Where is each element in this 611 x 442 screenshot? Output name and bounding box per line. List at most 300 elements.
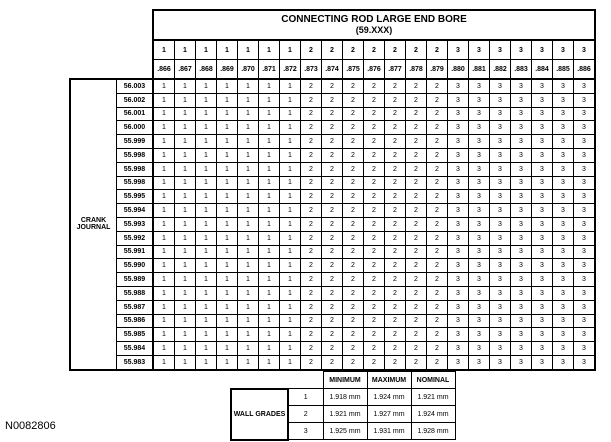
- bore-size-header: .881: [469, 60, 490, 80]
- journal-size: 56.000: [117, 121, 154, 135]
- bore-grade-header: 3: [574, 40, 596, 60]
- grade-cell: 1: [259, 190, 280, 204]
- grade-cell: 1: [175, 204, 196, 218]
- grade-cell: 1: [196, 245, 217, 259]
- grade-cell: 3: [574, 273, 596, 287]
- grade-cell: 3: [469, 148, 490, 162]
- grade-cell: 3: [490, 176, 511, 190]
- grade-cell: 1: [217, 190, 238, 204]
- grade-cell: 2: [385, 148, 406, 162]
- grade-cell: 3: [553, 231, 574, 245]
- grade-cell: 2: [301, 300, 322, 314]
- grade-cell: 2: [343, 273, 364, 287]
- grade-cell: 3: [490, 93, 511, 107]
- grade-cell: 1: [238, 231, 259, 245]
- grade-cell: 1: [196, 231, 217, 245]
- grade-cell: 2: [322, 342, 343, 356]
- grade-cell: 3: [574, 148, 596, 162]
- bore-size-header: .870: [238, 60, 259, 80]
- grade-cell: 3: [469, 79, 490, 93]
- grade-cell: 1: [153, 107, 175, 121]
- table-row: [70, 286, 595, 300]
- grade-cell: 1: [196, 162, 217, 176]
- grade-cell: 1: [238, 190, 259, 204]
- maximum-value: 1.931 mm: [367, 423, 411, 440]
- grade-cell: 2: [385, 121, 406, 135]
- blank-corner: [70, 60, 153, 80]
- grade-cell: 2: [343, 135, 364, 149]
- grade-cell: 2: [322, 314, 343, 328]
- grade-cell: 2: [427, 79, 448, 93]
- grade-cell: 2: [385, 314, 406, 328]
- grade-cell: 1: [238, 245, 259, 259]
- grade-cell: 3: [469, 328, 490, 342]
- bore-grade-header: 3: [553, 40, 574, 60]
- grade-cell: 1: [175, 342, 196, 356]
- grade-cell: 2: [364, 245, 385, 259]
- grade-cell: 3: [553, 314, 574, 328]
- blank-corner: [70, 40, 153, 60]
- grade-cell: 1: [196, 176, 217, 190]
- grade-cell: 3: [553, 93, 574, 107]
- grade-cell: 3: [532, 121, 553, 135]
- grade-cell: 2: [364, 314, 385, 328]
- grade-cell: 2: [301, 342, 322, 356]
- bore-grade-header: 3: [532, 40, 553, 60]
- grade-cell: 1: [259, 135, 280, 149]
- grade-cell: 1: [217, 79, 238, 93]
- grade-cell: 1: [153, 328, 175, 342]
- grade-cell: 2: [385, 231, 406, 245]
- grade-cell: 3: [469, 135, 490, 149]
- grade-cell: 1: [217, 355, 238, 369]
- grade-cell: 3: [574, 190, 596, 204]
- grade-cell: 1: [153, 135, 175, 149]
- grade-cell: 3: [574, 286, 596, 300]
- journal-size: 55.983: [117, 355, 154, 369]
- grade-cell: 3: [490, 217, 511, 231]
- grade-cell: 1: [238, 355, 259, 369]
- grade-cell: 2: [322, 148, 343, 162]
- grade-cell: 2: [364, 79, 385, 93]
- bore-grade-header: 2: [343, 40, 364, 60]
- grade-cell: 1: [196, 217, 217, 231]
- grade-cell: 1: [175, 286, 196, 300]
- grade-cell: 2: [343, 204, 364, 218]
- grade-cell: 1: [153, 231, 175, 245]
- grade-cell: 2: [301, 259, 322, 273]
- grade-cell: 1: [217, 231, 238, 245]
- grade-cell: 2: [322, 135, 343, 149]
- grade-cell: 3: [532, 204, 553, 218]
- grade-cell: 3: [448, 190, 469, 204]
- grade-cell: 2: [406, 148, 427, 162]
- grade-cell: 1: [196, 121, 217, 135]
- grade-cell: 3: [469, 162, 490, 176]
- grade-cell: 3: [469, 107, 490, 121]
- bore-size-header: .871: [259, 60, 280, 80]
- blank-corner: [231, 372, 323, 389]
- bore-size-header: .873: [301, 60, 322, 80]
- bore-grade-header: 3: [448, 40, 469, 60]
- grade-cell: 2: [385, 93, 406, 107]
- grade-cell: 1: [153, 204, 175, 218]
- grade-cell: 2: [301, 148, 322, 162]
- bore-size-header: .876: [364, 60, 385, 80]
- grade-cell: 2: [343, 79, 364, 93]
- grade-cell: 1: [153, 286, 175, 300]
- grade-cell: 1: [238, 204, 259, 218]
- grade-cell: 3: [490, 190, 511, 204]
- grade-cell: 1: [153, 259, 175, 273]
- grade-cell: 1: [259, 121, 280, 135]
- grade-cell: 1: [280, 217, 301, 231]
- bore-grade-header: 2: [322, 40, 343, 60]
- journal-size: 55.998: [117, 162, 154, 176]
- grade-cell: 3: [532, 355, 553, 369]
- grade-cell: 3: [574, 245, 596, 259]
- grade-cell: 3: [490, 314, 511, 328]
- grade-cell: 1: [196, 259, 217, 273]
- bore-grade-header: 2: [427, 40, 448, 60]
- bore-grade-header: 2: [364, 40, 385, 60]
- grade-cell: 3: [490, 342, 511, 356]
- grade-cell: 3: [574, 328, 596, 342]
- grade-cell: 1: [175, 328, 196, 342]
- grade-cell: 2: [406, 162, 427, 176]
- grade-cell: 3: [532, 107, 553, 121]
- grade-cell: 2: [322, 107, 343, 121]
- grade-cell: 3: [448, 342, 469, 356]
- grade-cell: 1: [217, 135, 238, 149]
- table-row: [70, 148, 595, 162]
- grade-cell: 1: [259, 300, 280, 314]
- grade-cell: 3: [448, 328, 469, 342]
- grade-cell: 1: [153, 162, 175, 176]
- grade-cell: 1: [280, 162, 301, 176]
- grade-cell: 1: [153, 148, 175, 162]
- grade-cell: 3: [469, 300, 490, 314]
- journal-size: 55.991: [117, 245, 154, 259]
- bore-size-header: .885: [553, 60, 574, 80]
- grade-cell: 2: [385, 176, 406, 190]
- grade-cell: 3: [553, 245, 574, 259]
- table-row: [70, 107, 595, 121]
- grade-cell: 3: [574, 204, 596, 218]
- table-row: [70, 93, 595, 107]
- grade-number: 3: [288, 423, 323, 440]
- grade-cell: 3: [553, 300, 574, 314]
- grade-cell: 2: [322, 231, 343, 245]
- grade-cell: 3: [511, 121, 532, 135]
- grade-cell: 2: [301, 176, 322, 190]
- grade-cell: 2: [406, 204, 427, 218]
- grade-cell: 2: [343, 190, 364, 204]
- grade-cell: 1: [175, 355, 196, 369]
- grade-cell: 1: [153, 121, 175, 135]
- grade-cell: 1: [175, 79, 196, 93]
- grade-cell: 1: [196, 135, 217, 149]
- table-row: [70, 190, 595, 204]
- grade-cell: 3: [448, 259, 469, 273]
- grade-cell: 2: [406, 79, 427, 93]
- grade-cell: 3: [511, 245, 532, 259]
- grade-cell: 2: [343, 107, 364, 121]
- grade-cell: 2: [301, 273, 322, 287]
- grade-cell: 1: [280, 148, 301, 162]
- grade-cell: 1: [153, 342, 175, 356]
- grade-number: 2: [288, 406, 323, 423]
- grade-cell: 3: [490, 231, 511, 245]
- grade-cell: 2: [385, 273, 406, 287]
- grade-cell: 1: [153, 314, 175, 328]
- grade-cell: 3: [532, 314, 553, 328]
- grade-cell: 2: [427, 121, 448, 135]
- minimum-value: 1.921 mm: [323, 406, 367, 423]
- grade-cell: 2: [427, 162, 448, 176]
- grade-cell: 3: [511, 314, 532, 328]
- grade-cell: 2: [427, 273, 448, 287]
- grade-cell: 3: [511, 107, 532, 121]
- grade-cell: 3: [532, 135, 553, 149]
- bearing-grade-table: [69, 9, 596, 371]
- grade-cell: 1: [217, 300, 238, 314]
- grade-cell: 2: [343, 300, 364, 314]
- grade-cell: 3: [448, 273, 469, 287]
- bore-size-header: .879: [427, 60, 448, 80]
- journal-size: 55.994: [117, 204, 154, 218]
- grade-cell: 1: [259, 342, 280, 356]
- grade-cell: 2: [364, 328, 385, 342]
- grade-cell: 3: [448, 121, 469, 135]
- grade-cell: 2: [301, 162, 322, 176]
- grade-cell: 1: [280, 328, 301, 342]
- grade-cell: 1: [217, 328, 238, 342]
- grade-cell: 1: [238, 259, 259, 273]
- grade-cell: 2: [406, 231, 427, 245]
- grade-cell: 2: [427, 328, 448, 342]
- grade-cell: 1: [259, 79, 280, 93]
- grade-cell: 3: [469, 217, 490, 231]
- bore-grade-header: 3: [511, 40, 532, 60]
- grade-cell: 1: [259, 217, 280, 231]
- grade-cell: 1: [217, 217, 238, 231]
- grade-cell: 2: [343, 259, 364, 273]
- grade-cell: 1: [217, 259, 238, 273]
- grade-cell: 1: [280, 314, 301, 328]
- grade-cell: 2: [364, 286, 385, 300]
- grade-cell: 2: [343, 176, 364, 190]
- grade-cell: 1: [196, 204, 217, 218]
- grade-cell: 2: [406, 93, 427, 107]
- grade-cell: 2: [406, 286, 427, 300]
- grade-cell: 1: [238, 176, 259, 190]
- grade-cell: 2: [427, 300, 448, 314]
- grade-cell: 3: [574, 107, 596, 121]
- grade-cell: 3: [511, 176, 532, 190]
- grade-cell: 3: [469, 204, 490, 218]
- grade-cell: 3: [574, 217, 596, 231]
- grade-cell: 3: [553, 190, 574, 204]
- journal-size: 55.999: [117, 135, 154, 149]
- grade-cell: 3: [469, 286, 490, 300]
- grade-cell: 1: [280, 286, 301, 300]
- grade-cell: 1: [238, 121, 259, 135]
- table-row: [70, 79, 595, 93]
- maximum-header: MAXIMUM: [367, 372, 411, 389]
- grade-cell: 2: [343, 328, 364, 342]
- grade-cell: 1: [280, 79, 301, 93]
- grade-cell: 2: [427, 231, 448, 245]
- grade-cell: 3: [553, 328, 574, 342]
- bore-grade-header: 3: [469, 40, 490, 60]
- grade-cell: 3: [553, 135, 574, 149]
- journal-size: 55.987: [117, 300, 154, 314]
- grade-cell: 2: [322, 79, 343, 93]
- grade-cell: 3: [511, 328, 532, 342]
- journal-size: 55.990: [117, 259, 154, 273]
- grade-cell: 2: [364, 300, 385, 314]
- grade-cell: 2: [322, 245, 343, 259]
- grade-cell: 3: [511, 355, 532, 369]
- bore-size-header: .877: [385, 60, 406, 80]
- grade-cell: 2: [322, 217, 343, 231]
- grade-cell: 3: [448, 79, 469, 93]
- grade-cell: 3: [574, 342, 596, 356]
- grade-cell: 2: [406, 121, 427, 135]
- grade-cell: 1: [238, 93, 259, 107]
- grade-cell: 2: [427, 190, 448, 204]
- grade-cell: 3: [511, 204, 532, 218]
- grade-cell: 2: [343, 162, 364, 176]
- grade-cell: 2: [343, 314, 364, 328]
- grade-cell: 2: [322, 286, 343, 300]
- grade-cell: 2: [322, 273, 343, 287]
- grade-cell: 1: [153, 273, 175, 287]
- bore-size-header: .875: [343, 60, 364, 80]
- grade-cell: 3: [469, 245, 490, 259]
- bore-grade-header: 1: [238, 40, 259, 60]
- grade-cell: 3: [469, 231, 490, 245]
- grade-cell: 2: [364, 231, 385, 245]
- grade-cell: 3: [511, 342, 532, 356]
- grade-cell: 3: [553, 148, 574, 162]
- grade-cell: 2: [343, 286, 364, 300]
- grade-cell: 1: [153, 245, 175, 259]
- grade-cell: 1: [238, 314, 259, 328]
- grade-cell: 2: [343, 217, 364, 231]
- grade-cell: 3: [469, 355, 490, 369]
- grade-cell: 2: [322, 190, 343, 204]
- grade-cell: 3: [532, 148, 553, 162]
- grade-cell: 3: [490, 135, 511, 149]
- grade-cell: 2: [385, 217, 406, 231]
- grade-cell: 3: [448, 300, 469, 314]
- grade-cell: 2: [406, 328, 427, 342]
- grade-cell: 2: [301, 121, 322, 135]
- grade-cell: 2: [322, 162, 343, 176]
- bore-grade-header: 1: [259, 40, 280, 60]
- grade-cell: 3: [469, 259, 490, 273]
- grade-cell: 3: [448, 93, 469, 107]
- grade-cell: 3: [448, 231, 469, 245]
- grade-cell: 2: [364, 148, 385, 162]
- grade-cell: 3: [574, 121, 596, 135]
- grade-cell: 1: [280, 273, 301, 287]
- bore-grade-header: 2: [385, 40, 406, 60]
- grade-cell: 2: [343, 231, 364, 245]
- grade-cell: 2: [406, 259, 427, 273]
- grade-cell: 3: [532, 190, 553, 204]
- grade-cell: 2: [322, 204, 343, 218]
- bore-grade-header: 3: [490, 40, 511, 60]
- grade-cell: 3: [532, 342, 553, 356]
- grade-cell: 3: [532, 162, 553, 176]
- grade-cell: 3: [511, 79, 532, 93]
- grade-cell: 3: [511, 148, 532, 162]
- grade-cell: 2: [343, 342, 364, 356]
- grade-cell: 1: [280, 245, 301, 259]
- grade-cell: 2: [406, 342, 427, 356]
- grade-cell: 3: [448, 204, 469, 218]
- grade-cell: 3: [448, 314, 469, 328]
- grade-cell: 3: [574, 79, 596, 93]
- table-title: [153, 10, 595, 40]
- grade-cell: 2: [385, 204, 406, 218]
- grade-cell: 2: [427, 204, 448, 218]
- bore-size-header: .886: [574, 60, 596, 80]
- grade-cell: 2: [301, 217, 322, 231]
- table-row: [70, 135, 595, 149]
- grade-cell: 1: [153, 190, 175, 204]
- table-row: [70, 217, 595, 231]
- grade-cell: 1: [238, 273, 259, 287]
- grade-cell: 2: [301, 286, 322, 300]
- grade-cell: 1: [238, 300, 259, 314]
- grade-cell: 2: [301, 231, 322, 245]
- grade-cell: 2: [301, 79, 322, 93]
- grade-cell: 1: [259, 204, 280, 218]
- grade-cell: 3: [553, 217, 574, 231]
- table-row: [70, 162, 595, 176]
- grade-cell: 1: [175, 162, 196, 176]
- table-row: [70, 328, 595, 342]
- bore-grade-header: 2: [406, 40, 427, 60]
- table-title-text: CONNECTING ROD LARGE END BORE: [281, 14, 467, 25]
- journal-size: 55.998: [117, 148, 154, 162]
- table-row: [70, 231, 595, 245]
- table-row: [70, 314, 595, 328]
- grade-cell: 2: [406, 135, 427, 149]
- grade-cell: 2: [343, 93, 364, 107]
- crank-journal-label: CRANK JOURNAL: [70, 79, 117, 370]
- grade-cell: 3: [469, 121, 490, 135]
- grade-cell: 3: [490, 259, 511, 273]
- grade-cell: 3: [448, 176, 469, 190]
- grade-cell: 3: [490, 355, 511, 369]
- grade-cell: 1: [196, 93, 217, 107]
- grade-cell: 2: [322, 93, 343, 107]
- grade-cell: 3: [490, 148, 511, 162]
- grade-cell: 1: [217, 107, 238, 121]
- bore-size-header: .882: [490, 60, 511, 80]
- table-row: [70, 273, 595, 287]
- grade-cell: 3: [469, 314, 490, 328]
- grade-cell: 3: [553, 162, 574, 176]
- grade-cell: 2: [364, 190, 385, 204]
- grade-cell: 2: [427, 176, 448, 190]
- grade-cell: 1: [196, 107, 217, 121]
